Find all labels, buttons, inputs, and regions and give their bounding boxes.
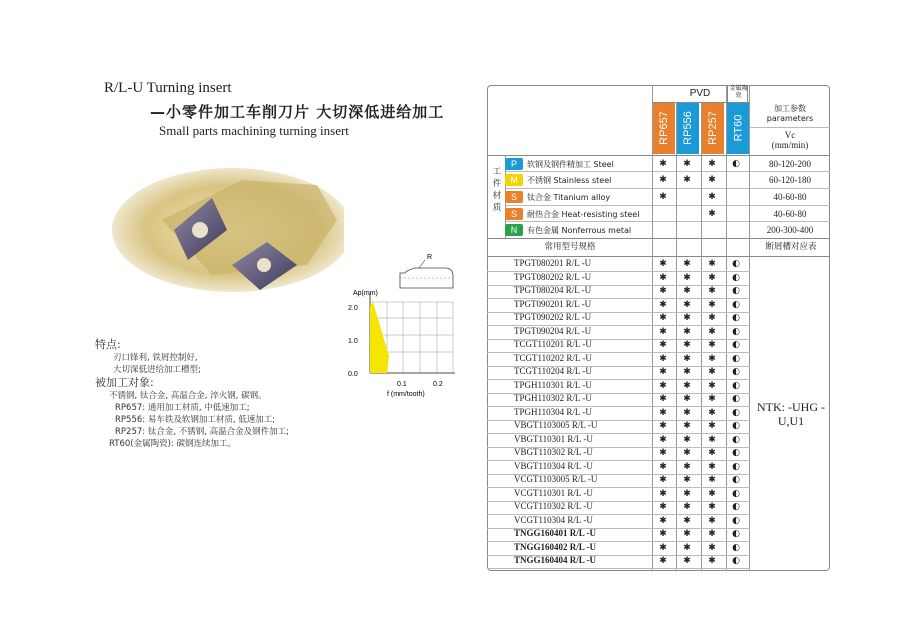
object-line: 不锈钢, 钛合金, 高温合金, 淬火钢, 碳钢。 <box>109 391 267 401</box>
model-suitability-mark: ✱ <box>683 380 691 391</box>
model-suitability-mark: ◐ <box>732 502 740 512</box>
grade-rp657: RP657 <box>653 102 675 154</box>
model-suitability-mark: ◐ <box>732 475 740 485</box>
product-subtitle-en: Small parts machining turning insert <box>159 123 349 138</box>
feature-line: 刃口锋利, 铁屑控制好, <box>113 353 198 363</box>
suitability-mark: ✱ <box>708 192 716 202</box>
vc-label: Vc <box>784 130 796 140</box>
vc-value: 80-120-200 <box>769 159 811 169</box>
model-name: VCGT1103005 R/L -U <box>514 474 598 484</box>
model-suitability-mark: ✱ <box>659 326 667 337</box>
features-block <box>95 338 289 450</box>
model-suitability-mark: ✱ <box>659 380 667 391</box>
object-line: RP657: 通用加工材质, 中低速加工; <box>115 403 250 413</box>
material-row <box>505 206 639 222</box>
model-name: TPGT080201 R/L -U <box>514 258 592 268</box>
y-tick: 2.0 <box>348 305 358 312</box>
model-suitability-mark: ✱ <box>659 259 667 269</box>
x-tick: 0.2 <box>433 381 443 388</box>
model-suitability-mark: ✱ <box>683 299 691 310</box>
model-suitability-mark: ◐ <box>732 542 740 553</box>
material-row <box>505 189 610 205</box>
model-name: TCGT110202 R/L -U <box>514 352 592 363</box>
chipbreaker-header: 断屑槽对应表 <box>765 242 817 252</box>
objects-title: 被加工对象: <box>95 376 154 389</box>
model-name: VCGT110301 R/L -U <box>514 487 593 498</box>
model-suitability-mark: ✱ <box>659 353 667 364</box>
model-suitability-mark: ✱ <box>683 394 691 404</box>
vc-unit: (mm/min) <box>771 140 809 150</box>
suitability-mark: ✱ <box>659 175 667 185</box>
vc-value: 60-120-180 <box>769 175 811 185</box>
model-suitability-mark: ◐ <box>732 461 740 472</box>
material-side-label: 工件材质 <box>492 167 502 213</box>
model-name: VBGT110301 R/L -U <box>514 433 593 444</box>
model-name: VBGT110302 R/L -U <box>514 447 593 457</box>
suitability-mark: ✱ <box>659 192 667 202</box>
model-suitability-mark: ✱ <box>708 448 716 458</box>
product-subtitle-cn: —小零件加工车削刀片 大切深低进给加工 <box>150 103 445 121</box>
model-suitability-mark: ✱ <box>659 556 667 566</box>
model-name: TNGG160402 R/L -U <box>514 541 597 552</box>
model-suitability-mark: ✱ <box>708 313 716 323</box>
model-suitability-mark: ✱ <box>659 340 667 350</box>
model-suitability-mark: ✱ <box>683 313 691 323</box>
model-suitability-mark: ✱ <box>659 407 667 418</box>
model-name: VBGT110304 R/L -U <box>514 460 593 471</box>
x-axis-label: f (mm/tooth) <box>387 391 425 398</box>
model-suitability-mark: ✱ <box>683 529 691 539</box>
model-name: TPGH110302 R/L -U <box>514 393 592 403</box>
model-suitability-mark: ✱ <box>659 475 667 485</box>
model-name: TPGT080204 R/L -U <box>514 285 592 295</box>
model-suitability-mark: ✱ <box>708 529 716 539</box>
model-suitability-mark: ✱ <box>659 542 667 553</box>
model-suitability-mark: ✱ <box>683 326 691 337</box>
material-badge: S <box>505 208 523 220</box>
material-row <box>505 172 611 188</box>
suitability-mark: ✱ <box>708 209 716 219</box>
model-suitability-mark: ✱ <box>659 529 667 539</box>
model-suitability-mark: ✱ <box>659 272 667 283</box>
model-suitability-mark: ✱ <box>659 488 667 499</box>
model-suitability-mark: ◐ <box>732 259 740 269</box>
model-name: TNGG160401 R/L -U <box>514 528 597 538</box>
model-name: TPGT090201 R/L -U <box>514 298 592 309</box>
x-tick: 0.1 <box>397 381 407 388</box>
y-axis-label: Ap(mm) <box>353 290 378 297</box>
model-name: TCGT110204 R/L -U <box>514 366 592 376</box>
model-suitability-mark: ✱ <box>683 421 691 431</box>
model-name: TCGT110201 R/L -U <box>514 339 592 349</box>
model-name: VBGT1103005 R/L -U <box>514 420 598 430</box>
model-suitability-mark: ◐ <box>732 434 740 445</box>
ntk-equivalent: NTK: -UHG -U,U1 <box>757 400 825 428</box>
material-name: 不锈钢 Stainless steel <box>527 175 612 185</box>
vc-value: 40-60-80 <box>773 192 807 202</box>
model-suitability-mark: ✱ <box>708 515 716 526</box>
pvd-header: PVD <box>652 85 748 102</box>
cermet-header: 金属陶瓷 <box>727 85 749 102</box>
material-badge: P <box>505 158 523 170</box>
model-suitability-mark: ✱ <box>708 407 716 418</box>
model-suitability-mark: ◐ <box>732 394 740 404</box>
model-suitability-mark: ✱ <box>659 367 667 377</box>
model-suitability-mark: ✱ <box>708 421 716 431</box>
param-header <box>750 104 830 124</box>
y-tick: 1.0 <box>348 338 358 345</box>
model-name: TPGH110301 R/L -U <box>514 379 592 390</box>
material-name: 钛合金 Titanium alloy <box>527 192 611 202</box>
model-suitability-mark: ✱ <box>708 434 716 445</box>
model-suitability-mark: ◐ <box>732 367 740 377</box>
object-line: RT60(金属陶瓷): 碳钢连续加工。 <box>109 439 236 449</box>
grade-rp556: RP556 <box>677 102 699 154</box>
material-name: 有色金属 Nonferrous metal <box>527 225 632 235</box>
material-name: 耐热合金 Heat-resisting steel <box>527 209 640 219</box>
model-suitability-mark: ◐ <box>732 340 740 350</box>
suitability-mark: ✱ <box>683 159 691 169</box>
model-suitability-mark: ✱ <box>659 421 667 431</box>
model-suitability-mark: ✱ <box>683 407 691 418</box>
model-suitability-mark: ◐ <box>732 353 740 364</box>
suitability-mark: ◐ <box>732 159 740 169</box>
insert-photo <box>92 160 344 310</box>
model-suitability-mark: ✱ <box>683 502 691 512</box>
model-suitability-mark: ◐ <box>732 272 740 283</box>
model-suitability-mark: ◐ <box>732 286 740 296</box>
common-models-header: 常用型号规格 <box>544 242 596 252</box>
suitability-mark: ✱ <box>708 175 716 185</box>
vc-value: 200-300-400 <box>766 225 814 235</box>
model-suitability-mark: ✱ <box>708 394 716 404</box>
model-suitability-mark: ✱ <box>683 542 691 553</box>
model-suitability-mark: ◐ <box>732 299 740 310</box>
material-row <box>505 156 614 172</box>
model-suitability-mark: ✱ <box>683 272 691 283</box>
model-name: TPGT090202 R/L -U <box>514 312 592 322</box>
suitability-mark: ✱ <box>683 175 691 185</box>
model-suitability-mark: ◐ <box>732 556 740 566</box>
model-suitability-mark: ✱ <box>708 259 716 269</box>
model-suitability-mark: ✱ <box>659 502 667 512</box>
model-suitability-mark: ✱ <box>708 326 716 337</box>
model-suitability-mark: ✱ <box>659 448 667 458</box>
model-name: TPGT080202 R/L -U <box>514 271 592 282</box>
material-badge: S <box>505 191 523 203</box>
model-suitability-mark: ✱ <box>708 502 716 512</box>
model-suitability-mark: ✱ <box>659 515 667 526</box>
model-suitability-mark: ✱ <box>708 461 716 472</box>
model-suitability-mark: ✱ <box>708 542 716 553</box>
model-suitability-mark: ✱ <box>659 299 667 310</box>
model-name: TNGG160404 R/L -U <box>514 555 597 565</box>
model-suitability-mark: ✱ <box>708 272 716 283</box>
model-suitability-mark: ✱ <box>683 367 691 377</box>
model-suitability-mark: ✱ <box>708 380 716 391</box>
grade-rt60: RT60 <box>727 102 749 154</box>
vc-header <box>750 130 830 150</box>
object-line: RP257: 钛合金, 不锈钢, 高温合金及钢件加工; <box>115 427 289 437</box>
model-suitability-mark: ✱ <box>683 488 691 499</box>
model-suitability-mark: ✱ <box>683 353 691 364</box>
model-suitability-mark: ◐ <box>732 448 740 458</box>
material-name: 软钢及钢件精加工 Steel <box>527 159 614 169</box>
model-suitability-mark: ✱ <box>708 556 716 566</box>
profile-label: R <box>427 254 433 261</box>
model-suitability-mark: ✱ <box>683 515 691 526</box>
model-name: VCGT110304 R/L -U <box>514 514 593 525</box>
model-suitability-mark: ◐ <box>732 421 740 431</box>
model-name: VCGT110302 R/L -U <box>514 501 593 511</box>
model-suitability-mark: ✱ <box>659 286 667 296</box>
model-name: TPGT090204 R/L -U <box>514 325 592 336</box>
product-title: R/L-U Turning insert <box>104 80 232 96</box>
model-suitability-mark: ✱ <box>708 353 716 364</box>
model-name: TPGH110304 R/L -U <box>514 406 592 417</box>
object-line: RP556: 易车铁及软钢加工材质, 低速加工; <box>115 415 276 425</box>
model-suitability-mark: ◐ <box>732 380 740 391</box>
model-suitability-mark: ✱ <box>683 434 691 445</box>
model-suitability-mark: ◐ <box>732 407 740 418</box>
y-tick: 0.0 <box>348 371 358 378</box>
model-suitability-mark: ✱ <box>659 461 667 472</box>
ap-f-graph <box>345 248 460 403</box>
vc-value: 40-60-80 <box>773 209 807 219</box>
suitability-mark: ✱ <box>659 159 667 169</box>
model-suitability-mark: ✱ <box>708 367 716 377</box>
model-suitability-mark: ✱ <box>708 475 716 485</box>
suitability-mark: ✱ <box>708 159 716 169</box>
cutting-range-area <box>370 302 389 373</box>
model-suitability-mark: ✱ <box>659 434 667 445</box>
model-suitability-mark: ✱ <box>708 286 716 296</box>
model-suitability-mark: ◐ <box>732 529 740 539</box>
param-en: parameters <box>766 114 814 123</box>
material-badge: N <box>505 224 523 236</box>
model-suitability-mark: ✱ <box>659 394 667 404</box>
model-suitability-mark: ✱ <box>683 475 691 485</box>
model-suitability-mark: ✱ <box>708 488 716 499</box>
model-suitability-mark: ✱ <box>683 340 691 350</box>
model-suitability-mark: ✱ <box>683 259 691 269</box>
model-suitability-mark: ◐ <box>732 515 740 526</box>
model-suitability-mark: ✱ <box>683 461 691 472</box>
model-suitability-mark: ✱ <box>708 340 716 350</box>
features-title: 特点: <box>95 338 121 351</box>
material-row <box>505 222 631 238</box>
model-suitability-mark: ◐ <box>732 488 740 499</box>
model-suitability-mark: ◐ <box>732 326 740 337</box>
model-suitability-mark: ◐ <box>732 313 740 323</box>
model-suitability-mark: ✱ <box>683 556 691 566</box>
model-suitability-mark: ✱ <box>683 448 691 458</box>
grade-rp257: RP257 <box>702 102 724 154</box>
material-badge: M <box>505 174 523 186</box>
param-cn: 加工参数 <box>774 104 806 113</box>
feature-line: 大切深低进给加工槽型; <box>113 365 201 375</box>
model-suitability-mark: ✱ <box>683 286 691 296</box>
model-suitability-mark: ✱ <box>659 313 667 323</box>
model-suitability-mark: ✱ <box>708 299 716 310</box>
